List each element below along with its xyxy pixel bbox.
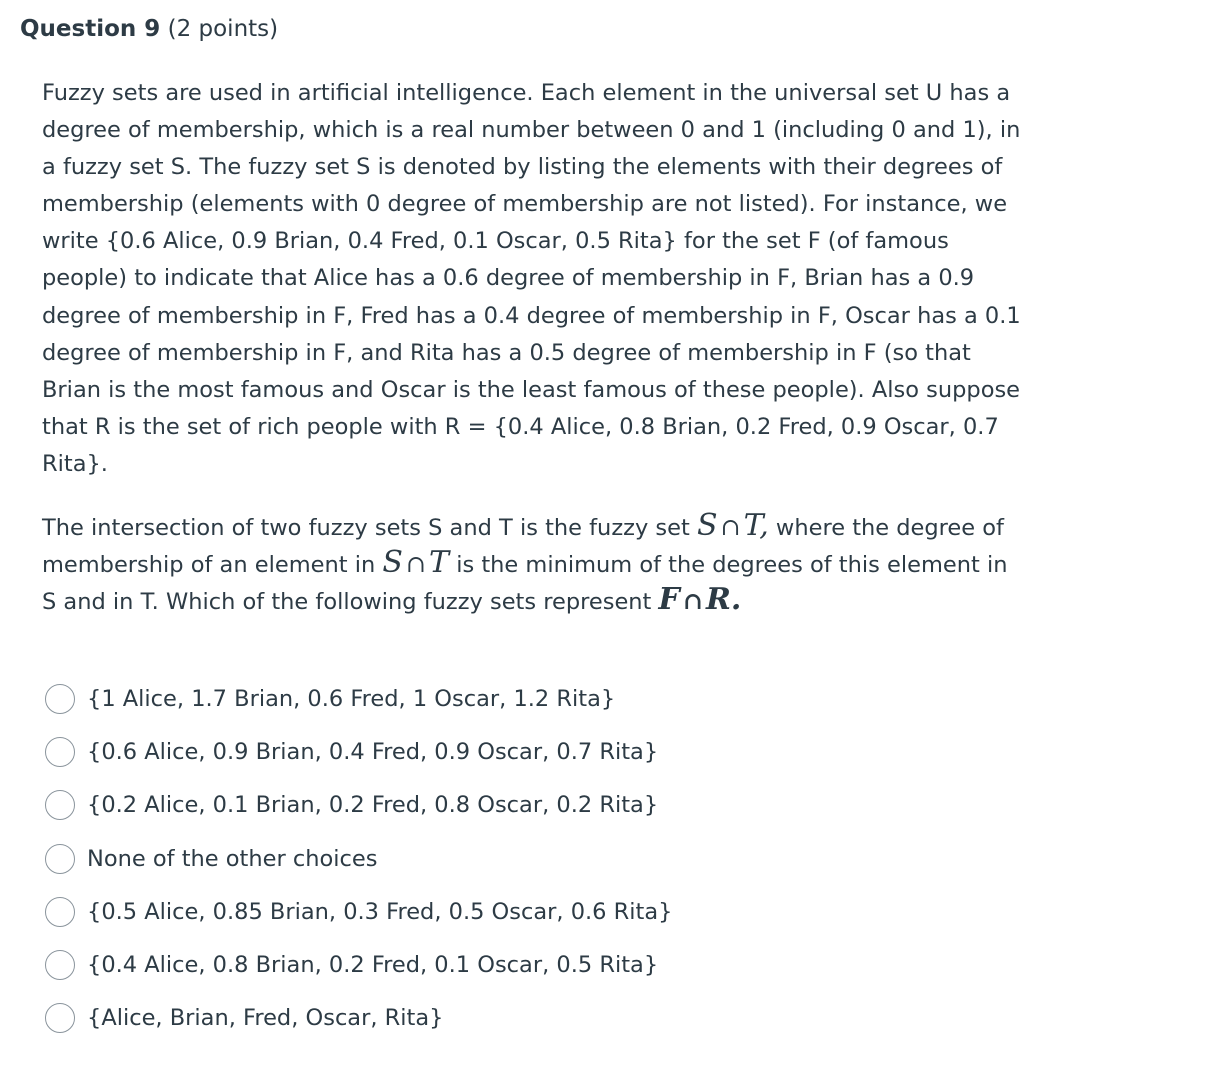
question-title: Question 9	[20, 16, 161, 42]
radio-button[interactable]	[45, 1003, 75, 1033]
answer-label[interactable]: {Alice, Brian, Fred, Oscar, Rita}	[87, 1005, 444, 1032]
answer-list	[45, 672, 945, 1045]
answer-option-6[interactable]	[45, 938, 945, 991]
math-s-cap-t: S ∩ T,	[696, 508, 769, 544]
math-s-cap-t: S ∩ T	[382, 545, 450, 581]
question-text-fragment: The intersection of two fuzzy sets S and T is the fuzzy set	[42, 515, 697, 542]
answer-option-4[interactable]	[45, 832, 945, 885]
question-points: (2 points)	[167, 16, 279, 42]
answer-label[interactable]: {0.5 Alice, 0.85 Brian, 0.3 Fred, 0.5 Oscar, 0.6 Rita}	[87, 898, 673, 925]
radio-button[interactable]	[45, 844, 75, 874]
answer-option-7[interactable]	[45, 992, 945, 1045]
question-text-fragment: where the degree of membership of an element in	[42, 515, 1004, 579]
answer-label[interactable]: {0.4 Alice, 0.8 Brian, 0.2 Fred, 0.1 Oscar, 0.5 Rita}	[87, 952, 659, 979]
answer-label[interactable]: {0.6 Alice, 0.9 Brian, 0.4 Fred, 0.9 Oscar, 0.7 Rita}	[87, 738, 659, 765]
answer-option-5[interactable]	[45, 885, 945, 938]
question-text-fragment: is the minimum of the degrees of this element in S and in T. Which of the following fuzzy sets represent	[42, 552, 1008, 616]
radio-button[interactable]	[45, 737, 75, 767]
question-paragraph-1: Fuzzy sets are used in artificial intelligence. Each element in the universal set U has a degree of membership, which is a real number between 0 and 1 (including 0 and 1), in a fuzzy set S. The fuzzy set S is denoted by listing the elements with their degrees of membership (elements with 0 degree of membership are not listed). For instance, we write {0.6 Alice, 0.9 Brian, 0.4 Fred, 0.1 Oscar, 0.5 Rita} for the set F (of famous people) to indicate that Alice has a 0.6 degree of membership in F, Brian has a 0.9 degree of membership in F, Fred has a 0.4 degree of membership in F, Oscar has a 0.1 degree of membership in F, and Rita has a 0.5 degree of membership in F (so that Brian is the most famous and Oscar is the least famous of these people). Also suppose that R is the set of rich people with R = {0.4 Alice, 0.8 Brian, 0.2 Fred, 0.9 Oscar, 0.7 Rita}.	[42, 80, 1021, 477]
question-text	[42, 75, 1022, 621]
answer-option-3[interactable]	[45, 779, 945, 832]
answer-label[interactable]: {1 Alice, 1.7 Brian, 0.6 Fred, 1 Oscar, 1.2 Rita}	[87, 685, 616, 712]
question-paragraph-2	[42, 510, 1022, 621]
math-f-cap-r: F ∩ R.	[658, 582, 742, 618]
answer-option-2[interactable]	[45, 725, 945, 778]
radio-button[interactable]	[45, 897, 75, 927]
question-header	[20, 12, 278, 46]
radio-button[interactable]	[45, 684, 75, 714]
answer-label[interactable]: None of the other choices	[87, 845, 378, 872]
answer-option-1[interactable]	[45, 672, 945, 725]
radio-button[interactable]	[45, 790, 75, 820]
answer-label[interactable]: {0.2 Alice, 0.1 Brian, 0.2 Fred, 0.8 Oscar, 0.2 Rita}	[87, 792, 659, 819]
radio-button[interactable]	[45, 950, 75, 980]
